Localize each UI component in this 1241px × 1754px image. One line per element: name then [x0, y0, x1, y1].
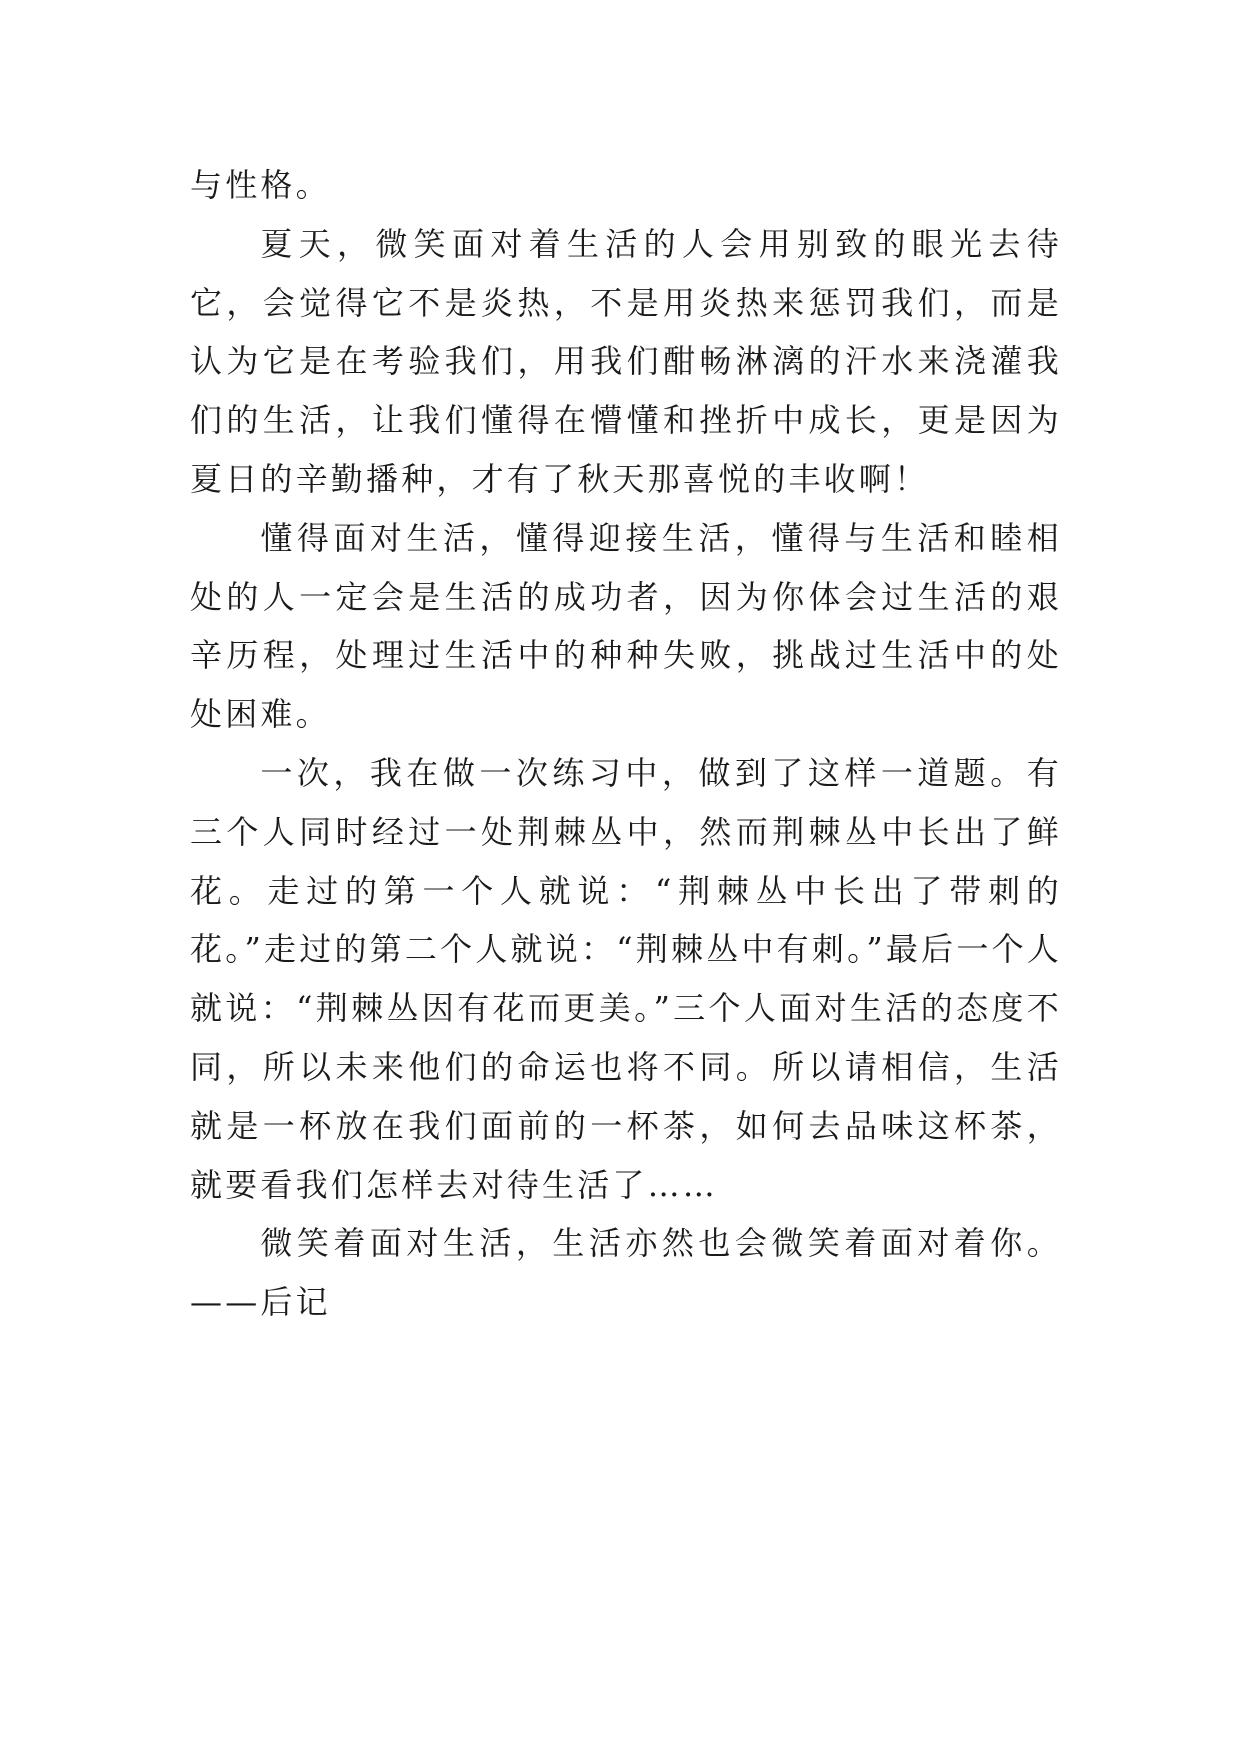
paragraph-understanding-life: 懂得面对生活，懂得迎接生活，懂得与生活和睦相处的人一定会是生活的成功者，因为你体会过生活的艰辛历程，处理过生活中的种种失败，挑战过生活中的处处困难。: [190, 518, 1062, 734]
body-text: [190, 156, 1062, 1332]
paragraph-afterword: 微笑着面对生活，生活亦然也会微笑着面对着你。——后记: [190, 1224, 1062, 1322]
paragraph-thorn-story: 一次，我在做一次练习中，做到了这样一道题。有三个人同时经过一处荆棘丛中，然而荆棘丛中长出了鲜花。走过的第一个人就说：“荆棘丛中长出了带刺的花。”走过的第二个人就说：“荆棘丛中有刺。”最后一个人就说：“荆棘丛因有花而更美。”三个人面对生活的态度不同，所以未来他们的命运也将不同。所以请相信，生活就是一杯放在我们面前的一杯茶，如何去品味这杯茶，就要看我们怎样去对待生活了……: [190, 753, 1062, 1204]
paragraph-summer: 夏天，微笑面对着生活的人会用别致的眼光去待它，会觉得它不是炎热，不是用炎热来惩罚我们，而是认为它是在考验我们，用我们酣畅淋漓的汗水来浇灌我们的生活，让我们懂得在懵懂和挫折中成长，更是因为夏日的辛勤播种，才有了秋天那喜悦的丰收啊！: [190, 224, 1062, 498]
paragraph-continuation: 与性格。: [190, 166, 331, 204]
